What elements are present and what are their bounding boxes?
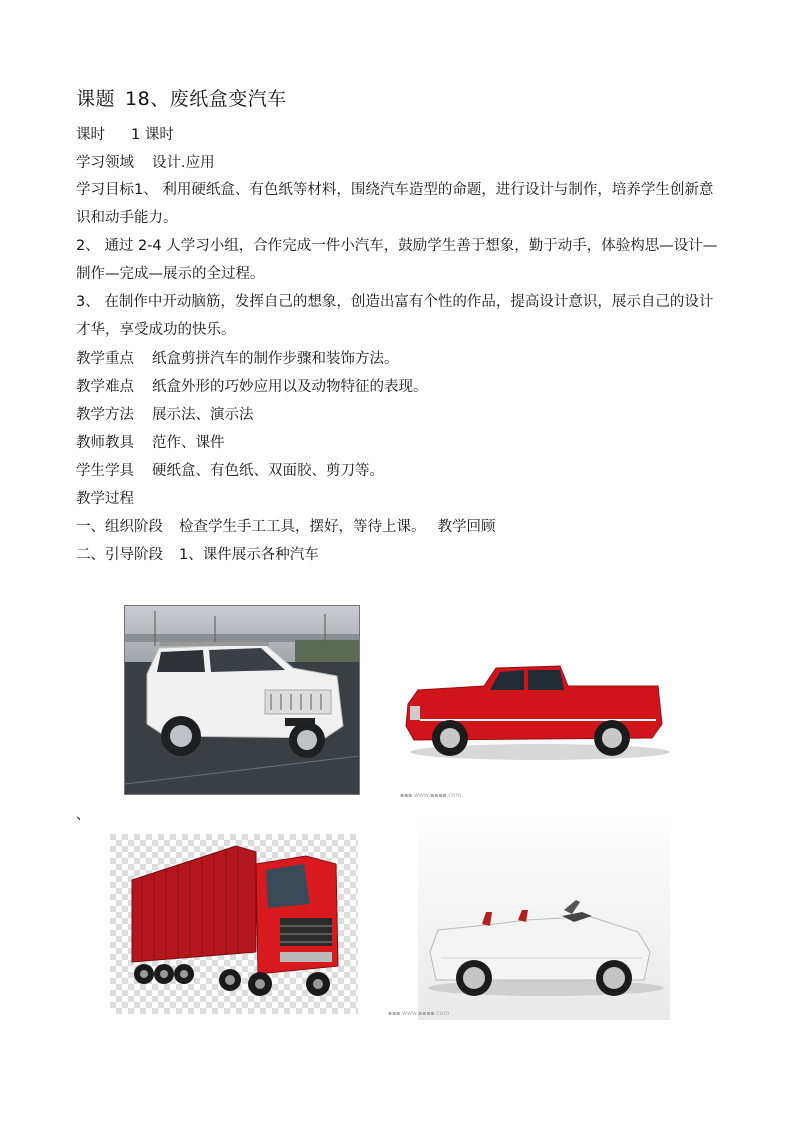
stage-2-label: 二、引导阶段 (76, 547, 163, 563)
period-value: 1 课时 (131, 127, 174, 143)
stage-1-value: 检查学生手工工具，摆好，等待上课。 (179, 519, 426, 535)
red-container-truck-photo (110, 834, 358, 1014)
teacher-tools-value: 范作、课件 (152, 435, 225, 451)
method-value: 展示法、演示法 (152, 407, 254, 423)
red-pickup-photo (390, 640, 690, 800)
field-value: 设计.应用 (152, 155, 215, 171)
field-label: 学习领域 (76, 155, 134, 171)
separator-mark: 、 (76, 807, 90, 823)
method-row (76, 405, 254, 425)
key-value: 纸盒剪拼汽车的制作步骤和装饰方法。 (152, 351, 399, 367)
difficulty-row (76, 377, 428, 397)
difficulty-value: 纸盒外形的巧妙应用以及动物特征的表现。 (152, 379, 428, 395)
title-text: 18、废纸盒变汽车 (125, 88, 287, 110)
page-title (76, 84, 287, 111)
student-tools-label: 学生学具 (76, 463, 134, 479)
field-row (76, 153, 215, 173)
key-row (76, 349, 399, 369)
process-heading: 教学过程 (76, 491, 134, 507)
watermark-1: ▪▪▪ www.▪▪▪▪.com (400, 792, 462, 799)
method-label: 教学方法 (76, 407, 134, 423)
difficulty-label: 教学难点 (76, 379, 134, 395)
stage-1-row (76, 517, 496, 537)
stage-1-label: 一、组织阶段 (76, 519, 163, 535)
white-convertible-photo (386, 812, 674, 1020)
stage-2-row (76, 545, 319, 565)
teacher-tools-row (76, 433, 225, 453)
teacher-tools-label: 教师教具 (76, 435, 134, 451)
goal-1-text: 1、 利用硬纸盒、有色纸等材料，围绕汽车造型的命题，进行设计与制作，培养学生创新意识和动手能力。 (76, 182, 714, 226)
goal-2: 2、 通过 2-4 人学习小组，合作完成一件小汽车，鼓励学生善于想象，勤于动手，体验构思—设计—制作—完成—展示的全过程。 (76, 238, 718, 282)
goal-3: 3、 在制作中开动脑筋，发挥自己的想象，创造出富有个性的作品，提高设计意识，展示自己的设计才华，享受成功的快乐。 (76, 294, 714, 338)
stage-1-extra: 教学回顾 (437, 519, 496, 535)
student-tools-row (76, 461, 384, 481)
hummer-photo (124, 605, 360, 795)
goal-label: 学习目标 (76, 182, 134, 198)
stage-2-value: 1、课件展示各种汽车 (179, 547, 319, 563)
student-tools-value: 硬纸盒、有色纸、双面胶、剪刀等。 (152, 463, 384, 479)
period-label: 课时 (76, 127, 105, 143)
goal-1 (76, 176, 720, 232)
title-prefix: 课题 (76, 88, 116, 110)
watermark-2: ▪▪▪ www.▪▪▪▪.com (388, 1010, 450, 1017)
period-row (76, 125, 174, 145)
key-label: 教学重点 (76, 351, 134, 367)
